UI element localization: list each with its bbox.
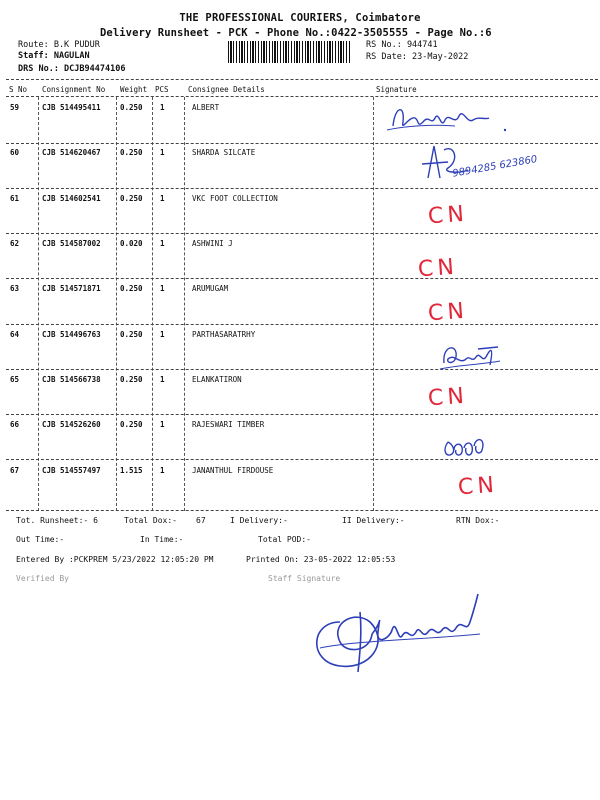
row-consignee: ELANKATIRON	[192, 375, 242, 384]
row-consignee: ARUMUGAM	[192, 284, 229, 293]
signature-row-60	[418, 140, 478, 185]
row-divider	[6, 188, 598, 189]
total-dox-label: Total Dox:-	[124, 516, 177, 525]
row-divider	[6, 369, 598, 370]
row-divider	[6, 414, 598, 415]
col-signature-header: Signature	[376, 85, 417, 94]
row-consignee: ASHWINI J	[192, 239, 233, 248]
row-weight: 0.250	[120, 375, 143, 384]
row-weight: 0.250	[120, 103, 143, 112]
row-consignment: CJB 514496763	[42, 330, 101, 339]
runsheet-subtitle: Delivery Runsheet - PCK - Phone No.:0422-3505555 - Page No.:6	[100, 27, 492, 39]
col-divider	[373, 97, 374, 511]
cn-mark-row-67: CN	[457, 472, 499, 501]
col-pcs-header: PCS	[155, 85, 169, 94]
barcode-image	[228, 41, 350, 63]
staff-signature-label: Staff Signature	[268, 574, 341, 583]
rtn-dox: RTN Dox:-	[456, 516, 500, 525]
row-consignee: PARTHASARATRHY	[192, 330, 256, 339]
row-weight: 0.250	[120, 420, 143, 429]
ii-delivery: II Delivery:-	[342, 516, 405, 525]
col-consignee-header: Consignee Details	[188, 85, 265, 94]
row-consignment: CJB 514566738	[42, 375, 101, 384]
rs-number: RS No.: 944741	[366, 40, 438, 50]
row-consignee: SHARDA SILCATE	[192, 148, 256, 157]
row-weight: 0.020	[120, 239, 143, 248]
row-divider	[6, 459, 598, 460]
out-time: Out Time:-	[16, 535, 65, 544]
tot-runsheet: Tot. Runsheet:- 6	[16, 516, 98, 525]
row-divider	[6, 324, 598, 325]
col-divider	[38, 97, 39, 511]
col-consignment-header: Consignment No	[42, 85, 106, 94]
drs-number: DRS No.: DCJB94474106	[18, 64, 126, 74]
row-sno: 65	[10, 375, 20, 384]
row-consignment: CJB 514526260	[42, 420, 101, 429]
signature-row-64	[438, 335, 508, 375]
row-consignment: CJB 514602541	[42, 194, 101, 203]
row-pcs: 1	[160, 466, 165, 475]
row-pcs: 1	[160, 239, 165, 248]
company-title: THE PROFESSIONAL COURIERS, Coimbatore	[179, 12, 421, 24]
row-consignee: VKC FOOT COLLECTION	[192, 194, 278, 203]
row-sno: 60	[10, 148, 20, 157]
in-time: In Time:-	[140, 535, 184, 544]
row-divider	[6, 143, 598, 144]
col-divider	[116, 97, 117, 511]
row-consignee: JANANTHUL FIRDOUSE	[192, 466, 274, 475]
i-delivery: I Delivery:-	[230, 516, 288, 525]
col-weight-header: Weight	[120, 85, 148, 94]
col-sno-header: S No	[9, 85, 28, 94]
cn-mark-row-63: CN	[427, 298, 469, 327]
row-consignment: CJB 514495411	[42, 103, 101, 112]
row-sno: 67	[10, 466, 20, 475]
route-label: Route: B.K PUDUR	[18, 40, 100, 50]
row-consignment: CJB 514587002	[42, 239, 101, 248]
row-divider	[6, 233, 598, 234]
total-dox-value: 67	[196, 516, 206, 525]
row-pcs: 1	[160, 148, 165, 157]
row-weight: 0.250	[120, 330, 143, 339]
total-pod: Total POD:-	[258, 535, 311, 544]
signature-row-59	[385, 96, 515, 142]
verified-by: Verified By	[16, 574, 69, 583]
row-sno: 59	[10, 103, 20, 112]
rs-date: RS Date: 23-May-2022	[366, 52, 469, 62]
table-bottom-divider	[6, 510, 598, 511]
row-sno: 62	[10, 239, 20, 248]
row-consignment: CJB 514571871	[42, 284, 101, 293]
row-pcs: 1	[160, 284, 165, 293]
cn-mark-row-61: CN	[427, 201, 469, 230]
cn-mark-row-65: CN	[427, 383, 469, 412]
row-sno: 61	[10, 194, 20, 203]
row-pcs: 1	[160, 375, 165, 384]
row-consignee: ALBERT	[192, 103, 220, 112]
cn-mark-row-62: CN	[417, 254, 459, 283]
staff-signature	[300, 582, 510, 682]
row-weight: 0.250	[120, 148, 143, 157]
row-consignee: RAJESWARI TIMBER	[192, 420, 265, 429]
row-weight: 0.250	[120, 284, 143, 293]
row-weight: 0.250	[120, 194, 143, 203]
handwritten-phone: 9894285 623860	[451, 153, 539, 180]
printed-on: Printed On: 23-05-2022 12:05:53	[246, 555, 396, 564]
row-sno: 63	[10, 284, 20, 293]
row-pcs: 1	[160, 330, 165, 339]
row-pcs: 1	[160, 420, 165, 429]
signature-row-66	[440, 428, 500, 463]
row-consignment: CJB 514557497	[42, 466, 101, 475]
row-consignment: CJB 514620467	[42, 148, 101, 157]
row-divider	[6, 278, 598, 279]
staff-label: Staff: NAGULAN	[18, 51, 90, 61]
row-pcs: 1	[160, 194, 165, 203]
row-sno: 64	[10, 330, 20, 339]
row-pcs: 1	[160, 103, 165, 112]
col-divider	[152, 97, 153, 511]
entered-by: Entered By :PCKPREM 5/23/2022 12:05:20 PM	[16, 555, 214, 564]
col-divider	[184, 97, 185, 511]
table-top-divider	[6, 79, 598, 80]
row-weight: 1.515	[120, 466, 143, 475]
row-sno: 66	[10, 420, 20, 429]
